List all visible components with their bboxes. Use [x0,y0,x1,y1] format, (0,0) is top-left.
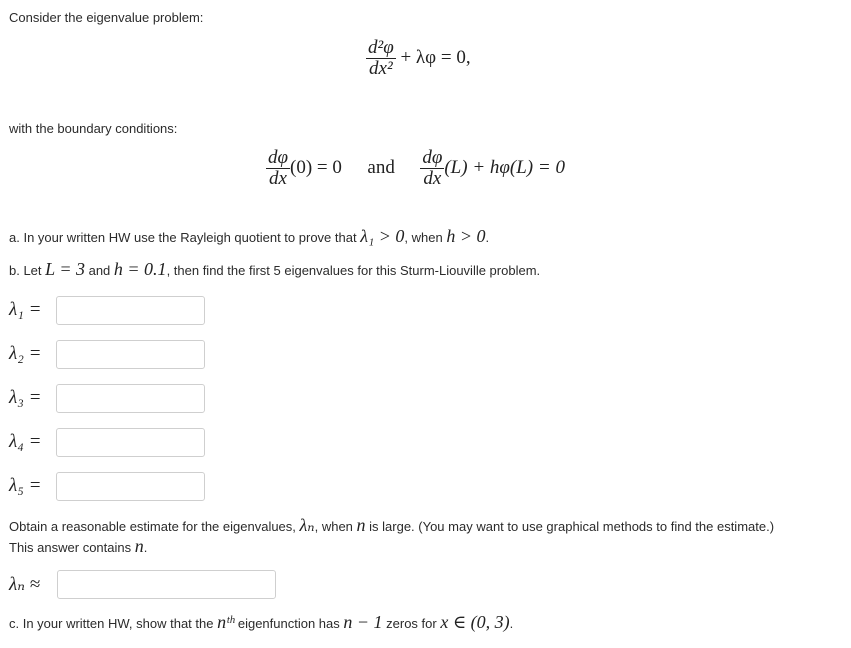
equation-numerator: d²φ [368,37,394,58]
part-c-text4: . [509,616,514,631]
part-c-math2: n − 1 [343,612,383,632]
bc-right-fraction [420,148,444,189]
second-derivative-fraction [366,38,396,79]
part-c-math3: x ∈ (0, 3) [440,612,510,632]
part-c-text1: c. In your written HW, show that the [9,616,218,631]
part-b-math2: h = 0.1 [113,259,167,279]
part-a-text2: , when [404,230,447,245]
estimate-math1: λₙ [299,515,315,535]
part-b-text3: , then find the first 5 eigenvalues for this Sturm-Liouville problem. [166,263,541,278]
part-b-math1: L = 3 [45,259,85,279]
bc-left-numerator: dφ [268,147,289,168]
part-c-text3: zeros for [382,616,441,631]
lambda5-input[interactable] [56,472,205,501]
lambda4-input[interactable] [56,428,205,457]
intro-text: Consider the eigenvalue problem: [9,10,204,25]
part-c-text2: eigenfunction has [234,616,344,631]
part-a-math2: h > 0 [446,226,486,246]
lambda1-label: λ₁ = [9,299,42,320]
bc-left-denominator: dx [269,167,287,189]
estimate-line2 [9,536,147,557]
equation-rest: + λφ = 0, [400,46,471,68]
part-a-text1: a. In your written HW use the Rayleigh quotient to prove that [9,230,361,245]
part-b-text2: and [84,263,114,278]
boundary-conditions [266,148,565,189]
estimate-text1: Obtain a reasonable estimate for the eigenvalues, [9,519,300,534]
lambda1-input[interactable] [56,296,205,325]
equation-denominator: dx² [369,57,393,79]
part-c [9,612,513,633]
lambda5-label: λ₅ = [9,475,42,496]
part-c-math1: nᵗʰ [217,612,235,632]
bc-and: and [367,156,395,178]
estimate-text2: , when [314,519,357,534]
lambda4-label: λ₄ = [9,431,42,452]
estimate-line2-end: . [143,540,148,555]
lambda-n-input[interactable] [57,570,276,599]
bc-left-fraction [266,148,290,189]
part-a [9,226,489,247]
bc-right-numerator: dφ [422,147,443,168]
estimate-line2-text: This answer contains [9,540,135,555]
lambda3-input[interactable] [56,384,205,413]
part-a-text3: . [485,230,490,245]
bc-right-denominator: dx [423,167,442,189]
estimate-text3: is large. (You may want to use graphical methods to find the estimate.) [365,519,775,534]
bc-right-rest: (L) + hφ(L) = 0 [444,156,565,178]
estimate-line1 [9,515,774,536]
lambda2-label: λ₂ = [9,343,42,364]
eigenvalue-equation [366,38,471,79]
bc-left-rest: (0) = 0 [290,156,342,178]
lambda3-label: λ₃ = [9,387,42,408]
estimate-math2: n [356,515,366,535]
estimate-line2-math: n [134,536,144,556]
bc-intro-text: with the boundary conditions: [9,121,178,136]
part-b [9,259,540,280]
lambda2-input[interactable] [56,340,205,369]
part-b-text1: b. Let [9,263,46,278]
lambda-n-label: λₙ ≈ [9,574,41,595]
part-a-math1: λ₁ > 0 [360,226,405,246]
